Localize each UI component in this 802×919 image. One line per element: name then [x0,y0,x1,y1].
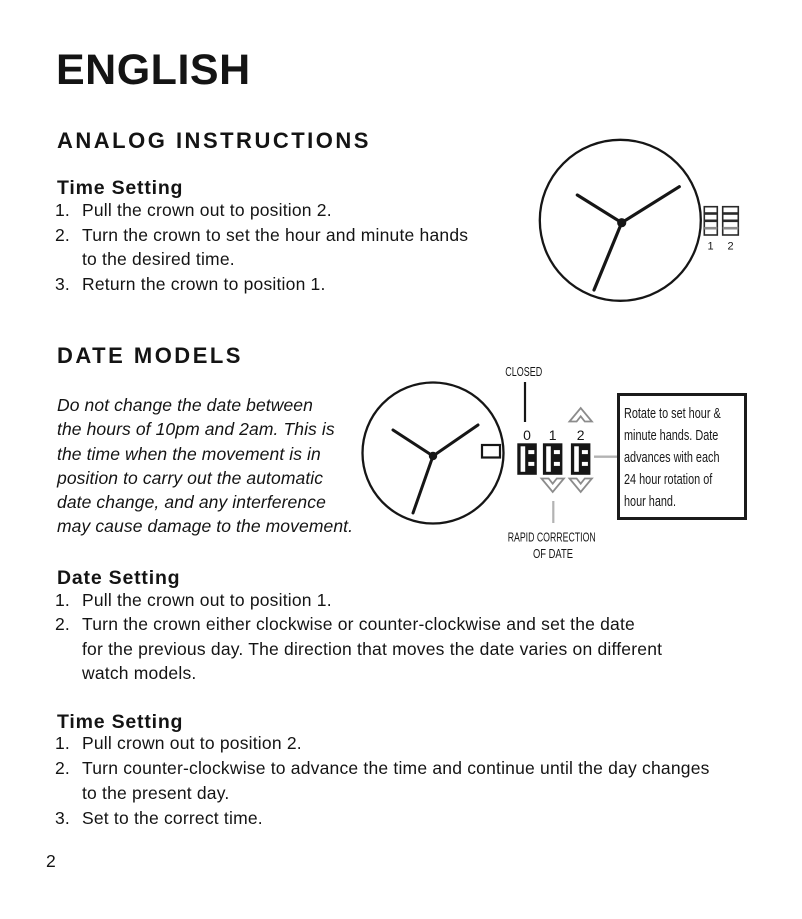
callout-line: Rotate to set hour & [624,406,721,422]
analog-watch-diagram [520,125,802,325]
step-text: Pull crown out to position 2. [82,733,302,753]
hands-hub [429,452,437,460]
time-setting-2-steps [55,731,710,831]
page-title: ENGLISH [56,46,251,94]
step-text: Turn the crown either clockwise or counter-clockwise and set the date [82,614,635,635]
time-setting-steps [55,198,468,296]
list-item [55,198,468,223]
warning-line: position to carry out the automatic [57,467,324,488]
watch-hands [577,187,679,290]
warning-line: the hours of 10pm and 2am. This is [57,419,335,440]
step-text: Pull the crown out to position 1. [82,590,332,610]
closed-label: CLOSED [505,365,543,379]
list-item [55,756,710,806]
rapid-correction-label: RAPID CORRECTION [507,530,596,545]
step-text: to the present day. [82,783,230,803]
step-number: 2. [55,758,70,778]
step-number: 1. [55,590,70,610]
arrow-up-icon [570,408,592,422]
minute-hand [622,187,680,223]
step-text: for the previous day. The direction that moves the date varies on different [82,638,663,659]
step-text: Turn counter-clockwise to advance the time and continue until the day changes [82,758,710,778]
hour-hand [393,430,433,456]
arrow-down-icon [542,479,564,493]
rapid-correction-label: OF DATE [533,547,573,561]
date-change-warning [57,393,353,539]
date-setting-steps [55,588,662,686]
crown-position-1-label: 1 [707,240,714,253]
arrow-down-icon [570,479,592,493]
list-item [55,806,710,831]
list-item [55,731,710,756]
crown-position-2-icon [571,443,591,475]
time-setting-heading: Time Setting [57,177,184,199]
step-number: 2. [55,224,70,245]
minute-hand [433,425,478,456]
crown-ridged-icon [704,207,717,235]
analog-instructions-heading: ANALOG INSTRUCTIONS [57,128,371,153]
callout-line: advances with each [624,450,720,466]
warning-line: may cause damage to the movement. [57,516,354,537]
list-item [55,588,662,612]
step-number: 1. [55,733,70,753]
step-text: Return the crown to position 1. [82,273,326,294]
step-number: 3. [55,273,70,294]
callout-line: minute hands. Date [624,428,719,444]
warning-line: the time when the movement is in [57,443,321,464]
position-1-label: 1 [548,427,557,443]
second-hand [594,223,622,290]
step-number: 3. [55,808,70,828]
position-2-label: 2 [576,427,585,443]
position-0-label: 0 [523,427,531,443]
date-window [482,445,500,458]
warning-line: date change, and any interference [57,492,326,513]
rotate-callout-text [624,403,756,513]
list-item [55,272,468,297]
hands-hub [617,218,626,227]
callout-line: hour hand. [624,494,677,510]
date-models-heading: DATE MODELS [57,343,243,368]
rotate-callout-box [617,393,747,520]
second-hand [413,456,433,513]
step-text: to the desired time. [82,249,235,269]
step-number: 2. [55,614,70,635]
warning-line: Do not change the date between [57,395,313,415]
crown-position-1-icon [543,443,563,475]
list-item [55,612,662,685]
page-number: 2 [46,851,56,871]
crown-position-0-icon [517,443,537,475]
step-text: Set to the correct time. [82,808,263,828]
step-text: Pull the crown out to position 2. [82,200,332,220]
crown-ridged-icon [723,207,739,235]
date-setting-heading: Date Setting [57,567,181,589]
crown-position-2-label: 2 [727,240,734,253]
step-text: watch models. [82,663,197,684]
hour-hand [577,195,621,223]
step-text: Turn the crown to set the hour and minute hands [82,224,469,245]
list-item [55,223,468,272]
time-setting-2-heading: Time Setting [57,711,184,733]
step-number: 1. [55,200,70,220]
callout-line: 24 hour rotation of [624,472,713,488]
watch-hands [393,425,478,513]
